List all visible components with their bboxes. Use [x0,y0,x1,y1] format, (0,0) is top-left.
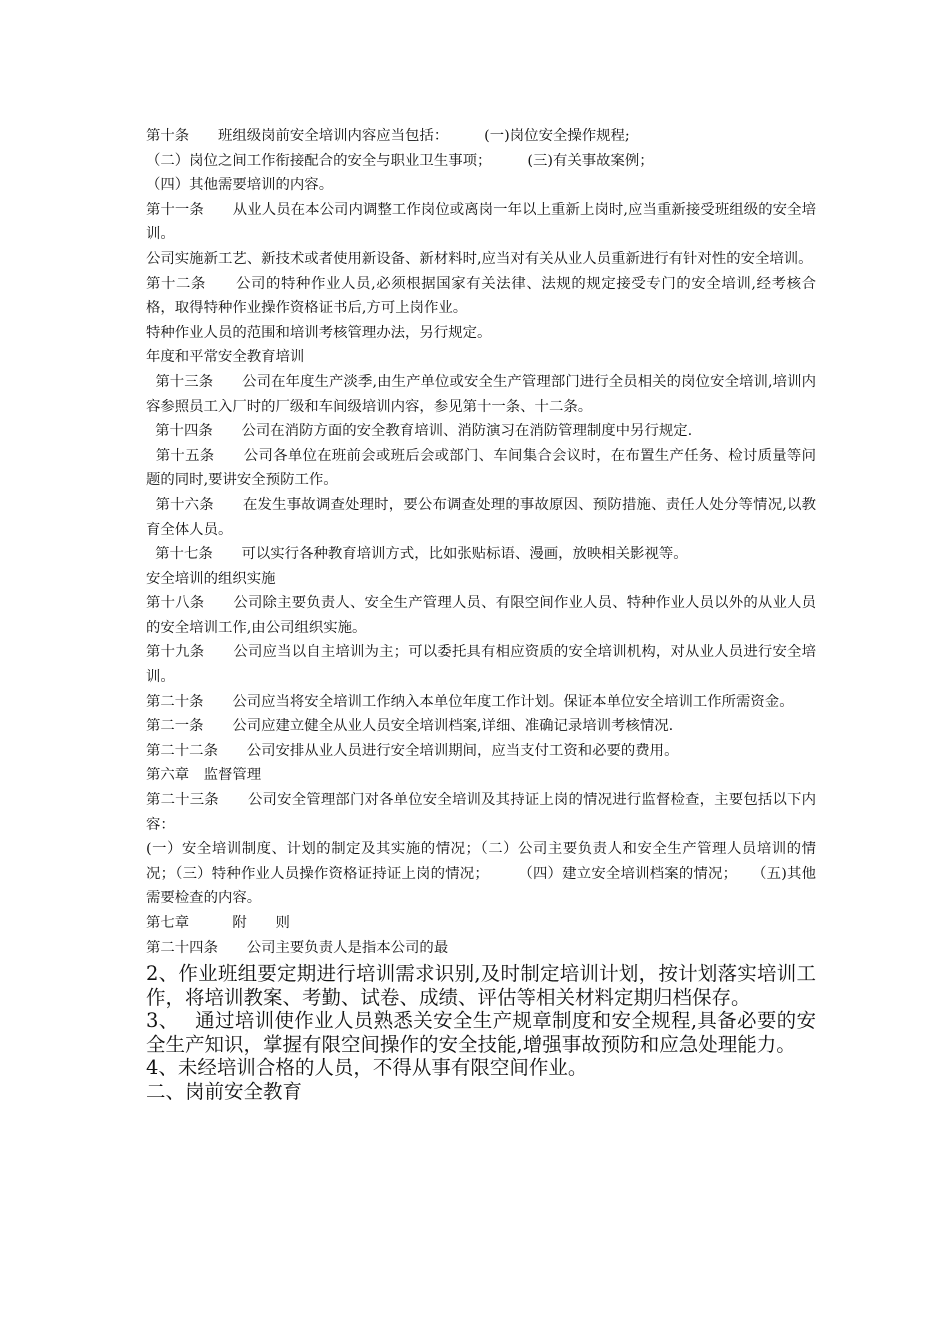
large-paragraph-item-2: 2、作业班组要定期进行培训需求识别,及时制定培训计划，按计划落实培训工作，将培训教案、考勤、试卷、成绩、评估等相关材料定期归档保存。 [146,962,816,1009]
paragraph-article-20: 第二十条 公司应当将安全培训工作纳入本单位年度工作计划。保证本单位安全培训工作所需资金。 [146,693,794,710]
large-paragraph-item-4: 4、未经培训合格的人员，不得从事有限空间作业。 [146,1056,588,1080]
paragraph-article-13: 第十三条 公司在年度生产淡季,由生产单位或安全生产管理部门进行全员相关的岗位安全培训,培训内容参照员工入厂时的厂级和车间级培训内容，参见第十一条、十二条。 [146,373,816,415]
large-paragraph-item-3: 3、 通过培训使作业人员熟悉关安全生产规章制度和安全规程,具备必要的安全生产知识，掌握有限空间操作的安全技能,增强事故预防和应急处理能力。 [146,1009,816,1056]
paragraph-article-19: 第十九条 公司应当以自主培训为主；可以委托具有相应资质的安全培训机构，对从业人员进行安全培训。 [146,644,816,686]
paragraph-new-process-training: 公司实施新工艺、新技术或者使用新设备、新材料时,应当对有关从业人员重新进行有针对性的安全培训。 [146,250,813,267]
section-heading-annual-training: 年度和平常安全教育培训 [146,349,305,366]
paragraph-article-10-item-4: （四）其他需要培训的内容。 [146,177,334,194]
paragraph-article-12: 第十二条 公司的特种作业人员,必须根据国家有关法律、法规的规定接受专门的安全培训,经考核合格，取得特种作业操作资格证书后,方可上岗作业。 [146,275,816,317]
paragraph-article-10: 第十条 班组级岗前安全培训内容应当包括： (一)岗位安全操作规程; [146,128,630,144]
large-heading-pre-job-education: 二、岗前安全教育 [146,1079,303,1103]
paragraph-article-10-item-2-3: （二）岗位之间工作衔接配合的安全与职业卫生事项； (三)有关事故案例； [146,152,654,169]
paragraph-article-24: 第二十四条 公司主要负责人是指本公司的最 [146,939,449,956]
document-body [146,124,816,1103]
paragraph-article-15: 第十五条 公司各单位在班前会或班后会或部门、车间集合会议时，在布置生产任务、检讨质量等问题的同时,要讲安全预防工作。 [146,447,816,489]
paragraph-article-16: 第十六条 在发生事故调查处理时，要公布调查处理的事故原因、预防措施、责任人处分等情况,以教育全体人员。 [146,496,817,538]
paragraph-special-workers: 特种作业人员的范围和培训考核管理办法，另行规定。 [146,324,492,341]
paragraph-article-18: 第十八条 公司除主要负责人、安全生产管理人员、有限空间作业人员、特种作业人员以外的从业人员的安全培训工作,由公司组织实施。 [146,595,816,636]
paragraph-article-21: 第二一条 公司应建立健全从业人员安全培训档案,详细、准确记录培训考核情况. [146,718,674,735]
paragraph-article-14: 第十四条 公司在消防方面的安全教育培训、消防演习在消防管理制度中另行规定. [146,423,693,440]
section-heading-organization: 安全培训的组织实施 [146,570,276,587]
paragraph-article-23-items: (一）安全培训制度、计划的制定及其实施的情况；（二）公司主要负责人和安全生产管理人员培训的情况；（三）特种作业人员操作资格证持证上岗的情况； （四）建立安全培训档案的情况； （五)其他需要检查的内容。 [146,841,816,907]
chapter-heading-6: 第六章 监督管理 [146,767,262,784]
paragraph-article-23: 第二十三条 公司安全管理部门对各单位安全培训及其持证上岗的情况进行监督检查，主要包括以下内容： [146,792,816,833]
paragraph-article-11: 第十一条 从业人员在本公司内调整工作岗位或离岗一年以上重新上岗时,应当重新接受班组级的安全培训。 [146,201,816,243]
paragraph-article-22: 第二十二条 公司安排从业人员进行安全培训期间，应当支付工资和必要的费用。 [146,742,679,759]
chapter-heading-7: 第七章 附 则 [146,915,290,931]
paragraph-article-17: 第十七条 可以实行各种教育培训方式，比如张贴标语、漫画，放映相关影视等。 [146,546,688,563]
